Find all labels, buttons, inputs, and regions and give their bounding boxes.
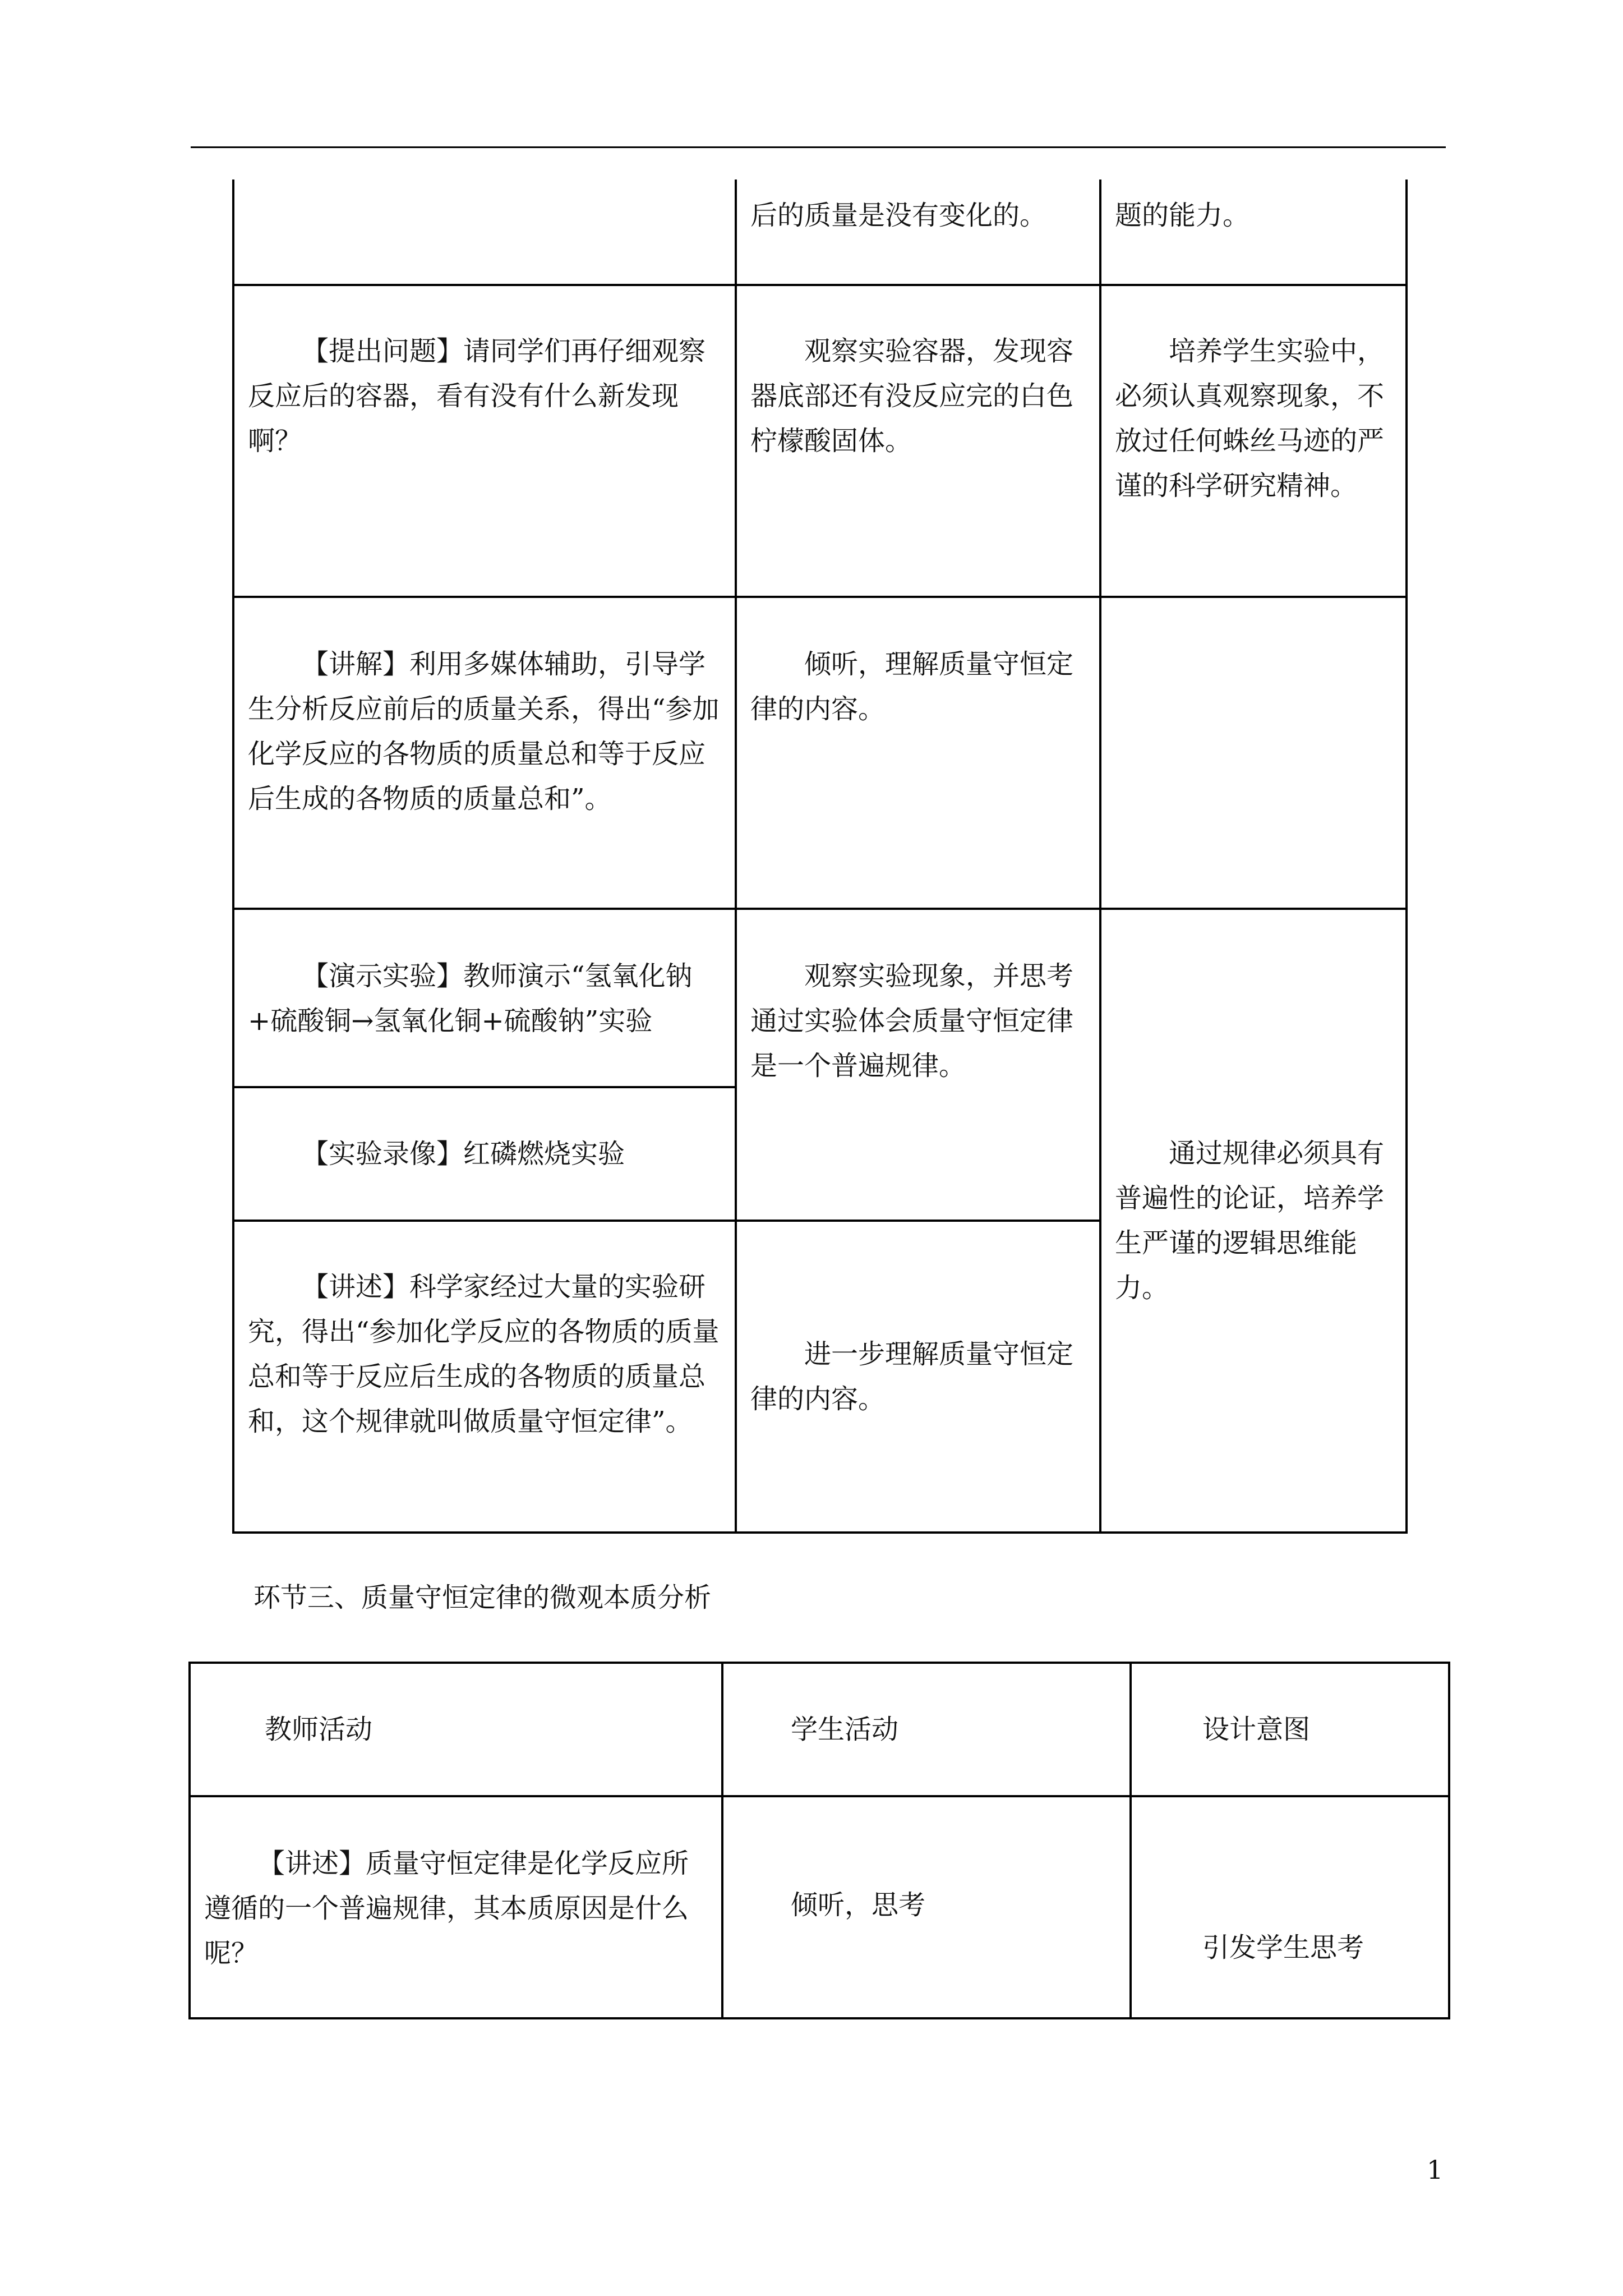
teacher-cell [233, 180, 736, 285]
teacher-cell: 【讲解】利用多媒体辅助，引导学生分析反应前后的质量关系，得出“参加化学反应的各物质的质量总和等于反应后生成的各物质的质量总和”。 [233, 597, 736, 909]
intent-cell: 培养学生实验中，必须认真观察现象，不放过任何蛛丝马迹的严谨的科学研究精神。 [1100, 285, 1407, 597]
table-row [233, 285, 1407, 597]
header-rule [191, 146, 1446, 148]
teacher-cell: 【讲述】科学家经过大量的实验研究，得出“参加化学反应的各物质的质量总和等于反应后生成的各物质的质量总和，这个规律就叫做质量守恒定律”。 [233, 1221, 736, 1533]
table-header-row [190, 1663, 1449, 1796]
intent-cell: 通过规律必须具有普遍性的论证，培养学生严谨的逻辑思维能力。 [1100, 909, 1407, 1533]
section-title: 环节三、质量守恒定律的微观本质分析 [253, 1582, 712, 1613]
intent-cell: 引发学生思考 [1131, 1796, 1449, 2018]
intent-cell: 题的能力。 [1100, 180, 1407, 285]
design-intent-header: 设计意图 [1131, 1663, 1449, 1796]
lesson-table-continued [232, 180, 1408, 1534]
teacher-cell: 【演示实验】教师演示“氢氧化钠+硫酸铜→氢氧化铜+硫酸钠”实验 [233, 909, 736, 1087]
student-cell: 后的质量是没有变化的。 [736, 180, 1100, 285]
page-number: 1 [1427, 2155, 1444, 2185]
micro-analysis-table [188, 1662, 1450, 2019]
teacher-cell: 【提出问题】请同学们再仔细观察反应后的容器，看有没有什么新发现啊？ [233, 285, 736, 597]
table-row [233, 597, 1407, 909]
student-cell: 倾听，理解质量守恒定律的内容。 [736, 597, 1100, 909]
table-row [233, 909, 1407, 1087]
table-row [190, 1796, 1449, 2018]
teacher-cell: 【讲述】质量守恒定律是化学反应所遵循的一个普遍规律，其本质原因是什么呢？ [190, 1796, 722, 2018]
table-row [233, 180, 1407, 285]
teacher-cell: 【实验录像】红磷燃烧实验 [233, 1087, 736, 1221]
intent-cell [1100, 597, 1407, 909]
student-cell: 进一步理解质量守恒定律的内容。 [736, 1221, 1100, 1533]
teacher-activity-header: 教师活动 [190, 1663, 722, 1796]
student-cell: 观察实验容器，发现容器底部还有没反应完的白色柠檬酸固体。 [736, 285, 1100, 597]
student-activity-header: 学生活动 [722, 1663, 1131, 1796]
student-cell: 观察实验现象，并思考通过实验体会质量守恒定律是一个普遍规律。 [736, 909, 1100, 1221]
student-cell: 倾听，思考 [722, 1796, 1131, 2018]
